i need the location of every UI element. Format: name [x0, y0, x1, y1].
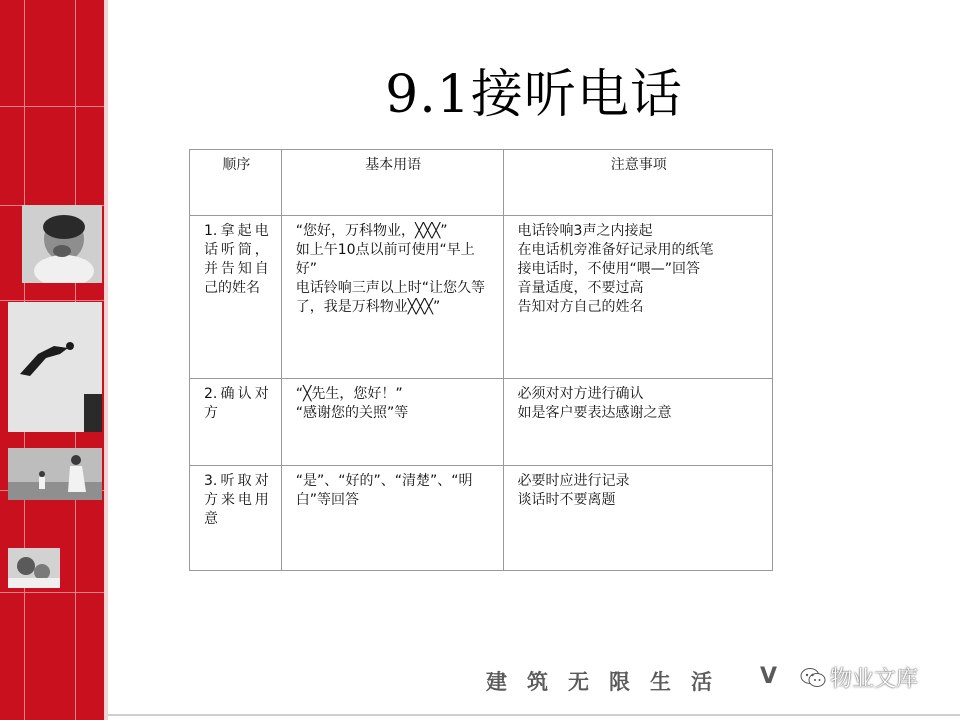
phrase-line: “您好，万科物业，╳╳╳”: [295, 223, 448, 239]
row-sequence: 3.听取对方来电用意: [190, 466, 282, 571]
table-row: [190, 466, 773, 571]
table-row: [190, 379, 773, 466]
wechat-icon: [800, 667, 826, 689]
header-notes: 注意事项: [503, 150, 772, 216]
phone-etiquette-table: [189, 149, 773, 571]
row-notes: [503, 466, 772, 571]
family-photo: [8, 448, 102, 500]
note-line: 接电话时，不使用“喂—”回答: [517, 261, 701, 277]
mother-child-photo: [8, 548, 60, 588]
note-line: 音量适度，不要过高: [517, 280, 644, 296]
note-line: 告知对方自己的姓名: [517, 299, 644, 315]
row-phrases: [281, 379, 503, 466]
note-line: 在电话机旁准备好记录用的纸笔: [517, 242, 714, 258]
table-row: [190, 216, 773, 379]
note-line: 如是客户要表达感谢之意: [517, 405, 672, 421]
slide-title: 9.1接听电话: [385, 65, 683, 125]
phrase-line: “╳先生，您好！”: [295, 386, 403, 402]
phrase-line: “是”、“好的”、“清楚”、“明白”等回答: [295, 473, 473, 508]
watermark-text: 物业文库: [830, 667, 919, 692]
row-notes: [503, 216, 772, 379]
row-phrases: [281, 216, 503, 379]
footer-slogan: 建筑无限生活: [486, 670, 732, 694]
header-basic-phrases: 基本用语: [281, 150, 503, 216]
phrase-line: 电话铃响三声以上时“让您久等了，我是万科物业╳╳╳”: [295, 280, 485, 315]
table-header-row: [190, 150, 773, 216]
brand-logo-text: V: [760, 664, 780, 689]
phrase-line: 如上午10点以前可使用“早上好”: [295, 242, 475, 277]
row-notes: [503, 379, 772, 466]
note-line: 必须对对方进行确认: [517, 386, 644, 402]
note-line: 必要时应进行记录: [517, 473, 630, 489]
phrase-line: “感谢您的关照”等: [295, 405, 409, 421]
row-sequence: 2.确认对方: [190, 379, 282, 466]
header-sequence: 顺序: [190, 150, 282, 216]
note-line: 谈话时不要离题: [517, 492, 616, 508]
row-phrases: [281, 466, 503, 571]
child-photo: [22, 205, 102, 283]
watermark: [800, 662, 918, 693]
grid-line: [0, 592, 104, 593]
grid-line: [0, 300, 104, 301]
grid-line: [0, 106, 104, 107]
note-line: 电话铃响3声之内接起: [517, 223, 653, 239]
diver-photo: [8, 302, 102, 432]
row-sequence: 1.拿起电话听筒，并告知自己的姓名: [190, 216, 282, 379]
bottom-rule: [108, 714, 960, 716]
